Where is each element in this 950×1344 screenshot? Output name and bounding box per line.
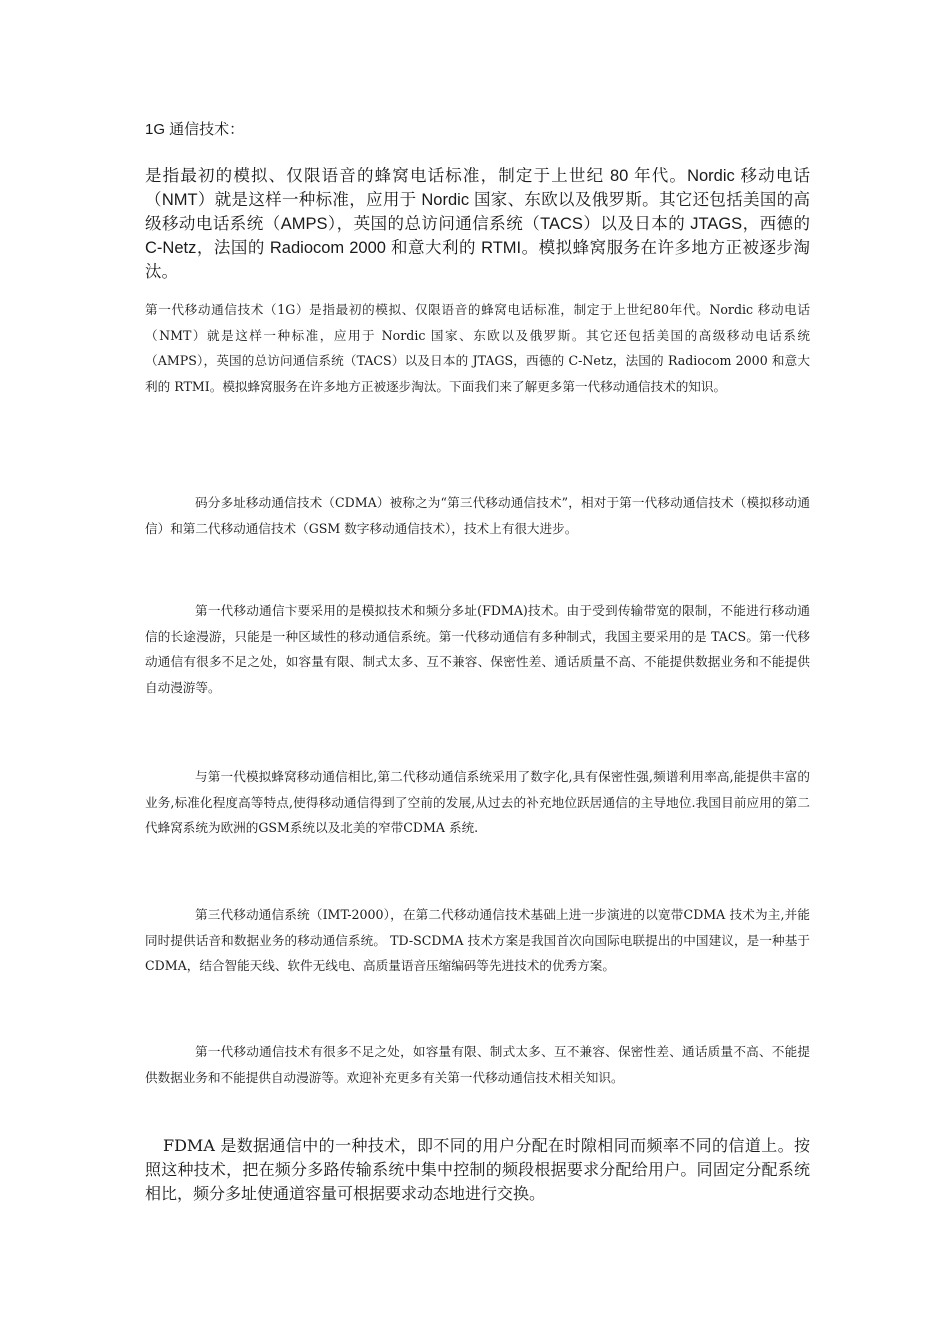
paragraph-cdma: 码分多址移动通信技术（CDMA）被称之为“第三代移动通信技术”，相对于第一代移动通信技术（模拟移动通信）和第二代移动通信技术（GSM 数字移动通信技术），技术上有很大进步。 [145,495,810,536]
document-title: 1G 通信技术： [145,121,245,138]
paragraph-1g-shortcomings: 第一代移动通信技术有很多不足之处，如容量有限、制式太多、互不兼容、保密性差、通话质量不高、不能提供数据业务和不能提供自动漫游等。欢迎补充更多有关第一代移动通信技术相关知识。 [145,1044,810,1085]
intro-paragraph: 是指最初的模拟、仅限语音的蜂窝电话标准，制定于上世纪 80 年代。Nordic 移动电话（NMT）就是这样一种标准，应用于 Nordic 国家、东欧以及俄罗斯。其它还包括美国的高级移动电话系统（AMPS），英国的总访问通信系统（TACS）以及日本的 JTAGS，西德的 C-Netz，法国的 Radiocom 2000 和意大利的 RTMI。模拟蜂窝服务在许多地方正被逐步淘汰。 [145,167,810,281]
paragraph-1g-overview: 第一代移动通信技术（1G）是指最初的模拟、仅限语音的蜂窝电话标准，制定于上世纪80年代。Nordic 移动电话（NMT）就是这样一种标准，应用于 Nordic 国家、东欧以及俄罗斯。其它还包括美国的高级移动电话系统（AMPS），英国的总访问通信系统（TACS）以及日本的 JTAGS，西德的 C-Netz，法国的 Radiocom 2000 和意大利的 RTMI。模拟蜂窝服务在许多地方正被逐步淘汰。下面我们来了解更多第一代移动通信技术的知识。 [145,302,810,394]
paragraph-fdma-definition: FDMA 是数据通信中的一种技术，即不同的用户分配在时隙相同而频率不同的信道上。按照这种技术，把在频分多路传输系统中集中控制的频段根据要求分配给用户。同固定分配系统相比，频分多址使通道容量可根据要求动态地进行交换。 [145,1136,810,1203]
paragraph-fdma-analog: 第一代移动通信卞要采用的是模拟技术和频分多址(FDMA)技术。由于受到传输带宽的限制，不能进行移动通信的长途漫游，只能是一种区域性的移动通信系统。第一代移动通信有多种制式，我国主要采用的是 TACS。第一代移动通信有很多不足之处，如容量有限、制式太多、互不兼容、保密性差、通话质量不高、不能提供数据业务和不能提供自动漫游等。 [145,603,810,695]
paragraph-3g: 第三代移动通信系统（IMT-2000），在第二代移动通信技术基础上进一步演进的以宽带CDMA 技术为主,并能同时提供话音和数据业务的移动通信系统。 TD-SCDMA 技术方案是我国首次向国际电联提出的中国建议，是一种基于 CDMA，结合智能天线、软件无线电、高质量语音压缩编码等先进技术的优秀方案。 [145,907,810,973]
paragraph-2g: 与第一代模拟蜂窝移动通信相比,第二代移动通信系统采用了数字化,具有保密性强,频谱利用率高,能提供丰富的业务,标准化程度高等特点,使得移动通信得到了空前的发展,从过去的补充地位跃居通信的主导地位.我国目前应用的第二代蜂窝系统为欧洲的GSM系统以及北美的窄带CDMA 系统. [145,769,810,835]
